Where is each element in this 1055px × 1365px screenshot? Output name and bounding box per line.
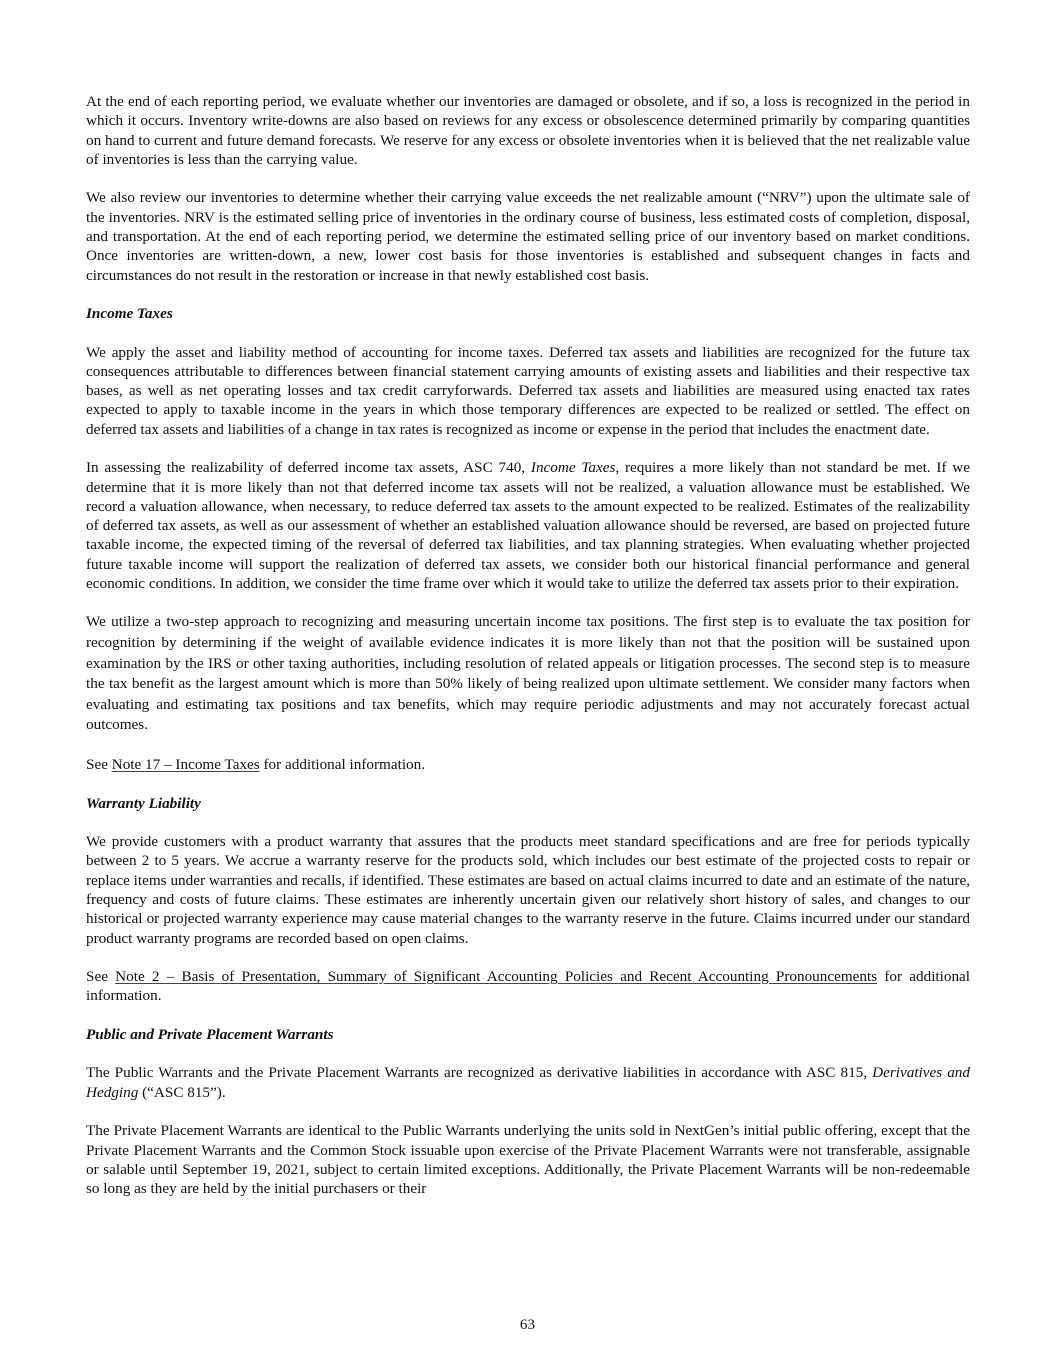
warranty-liability-heading: Warranty Liability xyxy=(86,794,201,812)
warrants-heading: Public and Private Placement Warrants xyxy=(86,1025,334,1043)
income-taxes-heading: Income Taxes xyxy=(86,305,173,323)
asc-815-title: Derivatives and Hedging xyxy=(86,1064,970,1101)
warranty-see-note: See Note 2 – Basis of Presentation, Summary of Significant Accounting Policies and Recent Accounting Pronouncements for additional information. xyxy=(86,968,970,1005)
page-number: 63 xyxy=(519,1316,536,1333)
note-17-income-taxes-link[interactable]: Note 17 – Income Taxes xyxy=(111,756,260,774)
income-taxes-see-note: See Note 17 – Income Taxes for additional information. xyxy=(86,756,426,774)
uncertain-tax-positions-paragraph: We utilize a two-step approach to recognizing and measuring uncertain income tax positions. The first step is to evaluate the tax position for recognition by determining if the weight of available evidence indicates it is more likely than not that the position will be sustained upon examination by the IRS or other taxing authorities, including resolution of related appeals or litigation processes. The second step is to measure the tax benefit as the largest amount which is more than 50% likely of being realized upon ultimate settlement. We consider many factors when evaluating and estimating tax positions and tax benefits, which may require periodic adjustments and may not accurately forecast actual outcomes. xyxy=(86,613,970,734)
warranty-liability-paragraph: We provide customers with a product warranty that assures that the products meet standard specifications and are free for periods typically between 2 to 5 years. We accrue a warranty reserve for the products sold, which includes our best estimate of the projected costs to repair or replace items under warranties and recalls, if identified. These estimates are based on actual claims incurred to date and an estimate of the nature, frequency and costs of future claims. These estimates are inherently uncertain given our relatively short history of sales, and changes to our historical or projected warranty experience may cause material changes to the warranty reserve in the future. Claims incurred under our standard product warranty programs are recorded based on open claims. xyxy=(86,833,970,947)
private-placement-warrants-paragraph: The Private Placement Warrants are identical to the Public Warrants underlying the units sold in NextGen’s initial public offering, except that the Private Placement Warrants and the Common Stock issuable upon exercise of the Private Placement Warrants were not transferable, assignable or salable until September 19, 2021, subject to certain limited exceptions. Additionally, the Private Placement Warrants will be non-redeemable so long as they are held by the initial purchasers or their xyxy=(86,1122,970,1198)
income-taxes-method-paragraph: We apply the asset and liability method of accounting for income taxes. Deferred tax assets and liabilities are recognized for the future tax consequences attributable to differences between financial statement carrying amounts of existing assets and liabilities and their respective tax bases, as well as net operating losses and tax credit carryforwards. Deferred tax assets and liabilities are measured using enacted tax rates expected to apply to taxable income in the years in which those temporary differences are expected to be realized or settled. The effect on deferred tax assets and liabilities of a change in tax rates is recognized as income or expense in the period that includes the enactment date. xyxy=(86,343,970,438)
income-taxes-realizability-paragraph: In assessing the realizability of deferred income tax assets, ASC 740, Income Taxes, requires a more likely than not standard be met. If we determine that it is more likely than not that deferred income tax assets will not be realized, a valuation allowance must be established. We record a valuation allowance, when necessary, to reduce deferred tax assets to the amount expected to be realized. Estimates of the realizability of deferred tax assets, as well as our assessment of whether an established valuation allowance should be reversed, are based on projected future taxable income, the expected timing of the reversal of deferred tax liabilities, and tax planning strategies. When evaluating whether projected future taxable income will support the realization of deferred tax assets, we consider both our historical financial performance and general economic conditions. In addition, we consider the time frame over which it would take to utilize the deferred tax assets prior to their expiration. xyxy=(86,459,970,592)
note-2-basis-of-presentation-link[interactable]: Note 2 – Basis of Presentation, Summary of Significant Accounting Policies and Recent Accounting Pronouncements xyxy=(115,968,878,986)
document-page xyxy=(86,92,970,1218)
warrants-derivative-paragraph: The Public Warrants and the Private Placement Warrants are recognized as derivative liabilities in accordance with ASC 815, Derivatives and Hedging (“ASC 815”). xyxy=(86,1064,970,1101)
asc-740-title: Income Taxes xyxy=(530,459,616,477)
inventory-obsolescence-paragraph: At the end of each reporting period, we evaluate whether our inventories are damaged or obsolete, and if so, a loss is recognized in the period in which it occurs. Inventory write-downs are also based on reviews for any excess or obsolescence determined primarily by comparing quantities on hand to current and future demand forecasts. We reserve for any excess or obsolete inventories when it is believed that the net realizable value of inventories is less than the carrying value. xyxy=(86,93,970,168)
inventory-nrv-paragraph: We also review our inventories to determine whether their carrying value exceeds the net realizable amount (“NRV”) upon the ultimate sale of the inventories. NRV is the estimated selling price of inventories in the ordinary course of business, less estimated costs of completion, disposal, and transportation. At the end of each reporting period, we determine the estimated selling price of our inventory based on market conditions. Once inventories are written-down, a new, lower cost basis for those inventories is established and subsequent changes in facts and circumstances do not result in the restoration or increase in that newly established cost basis. xyxy=(86,189,970,284)
